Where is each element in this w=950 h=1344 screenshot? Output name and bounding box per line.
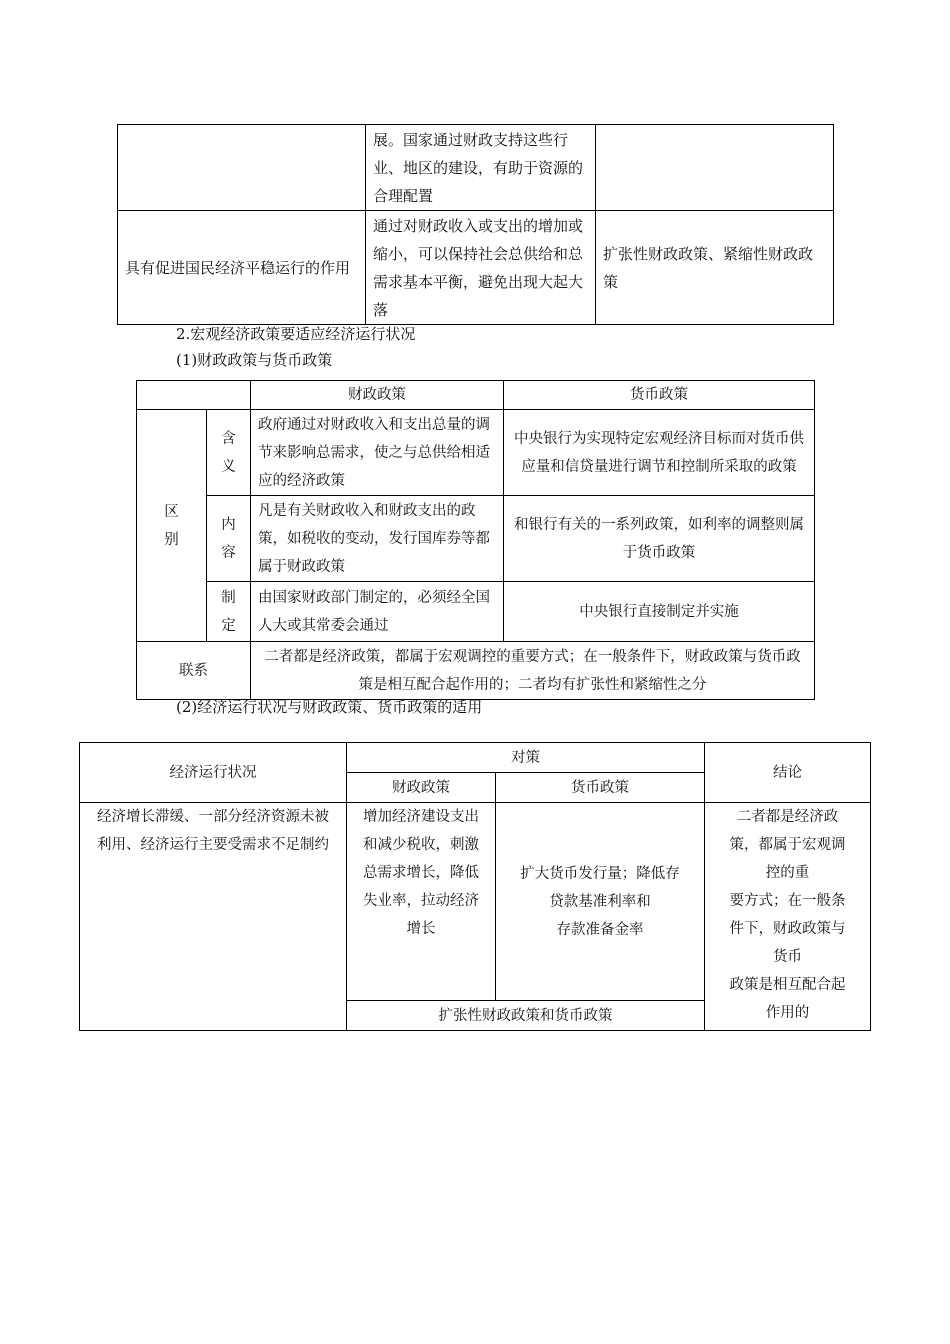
table-header-row (137, 381, 815, 410)
row-label (207, 410, 251, 496)
conclusion-line: 件下，财政政策与 (729, 921, 846, 937)
fiscal-measures-text: 增加经济建设支出和减少税收，刺激总需求增长，降低失业率，拉动经济增长 (363, 809, 479, 937)
empty-header-cell (137, 381, 251, 410)
conclusion-line: 要方式；在一般条 (729, 893, 846, 909)
group-label-difference (137, 410, 207, 642)
table-row (118, 211, 834, 325)
table-cell: 具有促进国民经济平稳运行的作用 (118, 211, 366, 325)
table-cell (118, 125, 366, 211)
header-fiscal: 财政政策 (251, 381, 504, 410)
row-label (207, 582, 251, 642)
table-cell: 由国家财政部门制定的，必须经全国人大或其常委会通过 (251, 582, 504, 642)
conclusion-line: 二者都是经济政 (736, 809, 839, 825)
section-heading: 2.宏观经济政策要适应经济运行状况 (176, 325, 416, 343)
relation-label: 联系 (137, 642, 251, 700)
function-table (117, 124, 834, 325)
header-monetary: 货币政策 (504, 381, 815, 410)
table-row (137, 642, 815, 700)
monetary-measures-line: 存款准备金率 (556, 921, 644, 938)
header-measures: 对策 (347, 743, 705, 773)
row-label (207, 496, 251, 582)
row-label-text: 制定 (221, 589, 236, 634)
table-cell: 通过对财政收入或支出的增加或缩小，可以保持社会总供给和总需求基本平衡，避免出现大起大落 (366, 211, 596, 325)
header-monetary: 货币政策 (496, 773, 705, 803)
group-label-text: 区别 (164, 503, 179, 548)
table-cell: 中央银行直接制定并实施 (504, 582, 815, 642)
row-label-text: 含义 (221, 430, 236, 475)
status-text: 经济增长滞缓、一部分经济资源未被利用、经济运行主要受需求不足制约 (97, 809, 329, 853)
table-row (80, 803, 871, 1001)
conclusion-cell (705, 803, 871, 1031)
table-cell: 和银行有关的一系列政策，如利率的调整则属于货币政策 (504, 496, 815, 582)
subsection-heading: (1)财政政策与货币政策 (176, 351, 333, 369)
conclusion-line: 作用的 (765, 1005, 810, 1021)
policy-application-table (79, 742, 871, 1031)
relation-text: 二者都是经济政策，都属于宏观调控的重要方式；在一般条件下，财政政策与货币政策是相互配合起作用的；二者均有扩张性和紧缩性之分 (251, 642, 815, 700)
conclusion-line: 控的重 (765, 865, 810, 881)
header-conclusion: 结论 (705, 743, 871, 803)
table-cell: 政府通过对财政收入和支出总量的调节来影响总需求，使之与总供给相适应的经济政策 (251, 410, 504, 496)
monetary-measures-cell (496, 803, 705, 1001)
table-row (137, 582, 815, 642)
conclusion-line: 策，都属于宏观调 (729, 837, 846, 853)
table-row (137, 496, 815, 582)
fiscal-measures-cell (347, 803, 496, 1001)
conclusion-line: 货币 (773, 949, 802, 965)
conclusion-line: 政策是相互配合起 (729, 977, 846, 993)
monetary-measures-line: 贷款基准利率和 (549, 893, 651, 910)
monetary-measures-line: 扩大货币发行量；降低存 (520, 865, 680, 882)
table-cell: 凡是有关财政收入和财政支出的政策，如税收的变动，发行国库券等都属于财政政策 (251, 496, 504, 582)
row-label-text: 内容 (221, 516, 236, 561)
header-fiscal: 财政政策 (347, 773, 496, 803)
header-status: 经济运行状况 (80, 743, 347, 803)
fiscal-monetary-table (136, 380, 815, 700)
table-cell (596, 125, 834, 211)
subsection-heading: (2)经济运行状况与财政政策、货币政策的适用 (176, 698, 483, 716)
table-cell: 扩张性财政政策、紧缩性财政政策 (596, 211, 834, 325)
table-row (118, 125, 834, 211)
combined-policy-cell: 扩张性财政政策和货币政策 (347, 1001, 705, 1031)
table-cell: 中央银行为实现特定宏观经济目标而对货币供应量和信贷量进行调节和控制所采取的政策 (504, 410, 815, 496)
table-cell: 展。国家通过财政支持这些行业、地区的建设，有助于资源的合理配置 (366, 125, 596, 211)
table-header-row (80, 743, 871, 773)
status-cell (80, 803, 347, 1031)
table-row (137, 410, 815, 496)
